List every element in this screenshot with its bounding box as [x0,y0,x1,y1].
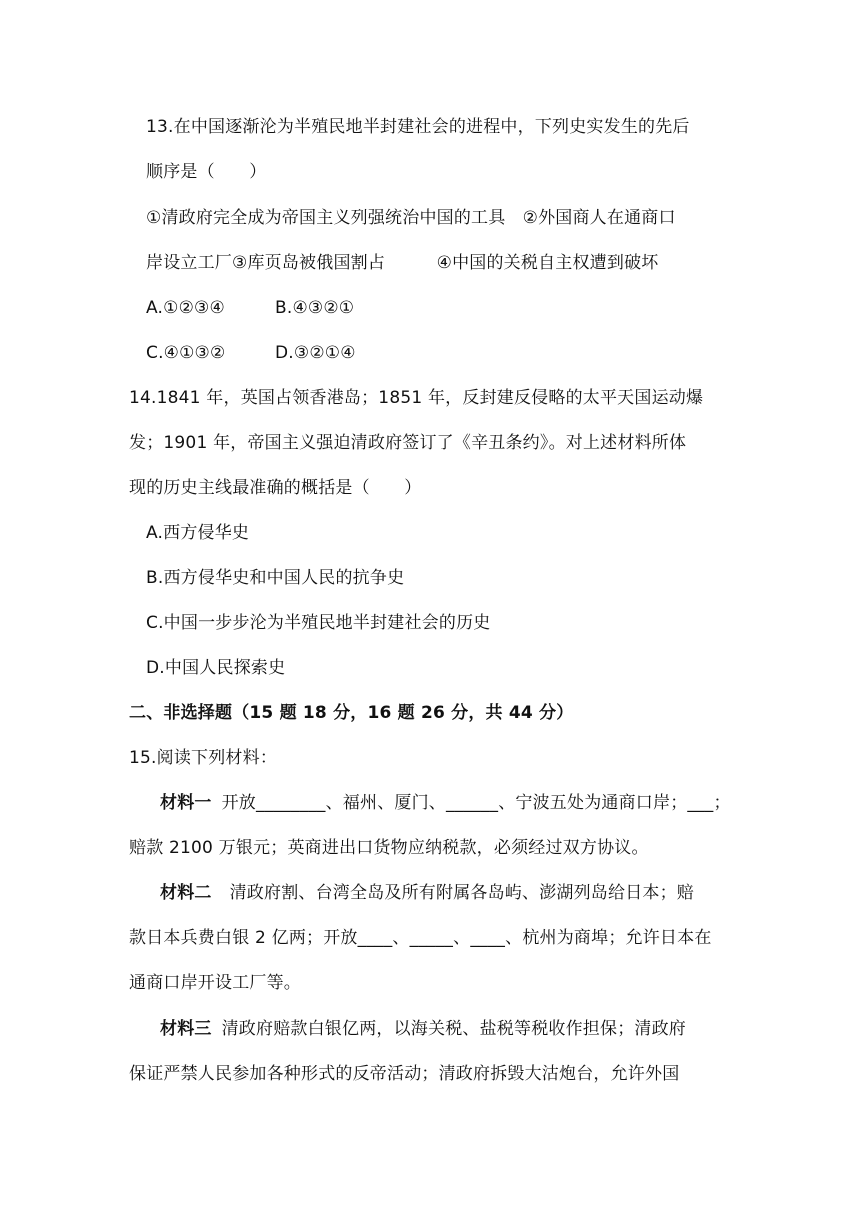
q14-option-b: B.西方侵华史和中国人民的抗争史 [146,568,405,588]
material-three-line-1 [160,1017,686,1041]
material-two-line-3: 通商口岸开设工厂等。 [129,973,301,993]
q13-item-line-1: ①清政府完全成为帝国主义列强统治中国的工具 ②外国商人在通商口 [146,208,676,228]
material-one-line-2: 赔款 2100 万银元；英商进出口货物应纳税款，必须经过双方协议。 [129,838,649,858]
material-one-label: 材料一 [160,793,212,813]
q14-option-a: A.西方侵华史 [146,523,250,543]
q14-option-d: D.中国人民探索史 [146,658,286,678]
q14-stem-line-1: 14.1841 年，英国占领香港岛；1851 年，反封建反侵略的太平天国运动爆 [129,388,704,408]
q13-stem-line-1: 13.在中国逐渐沦为半殖民地半封建社会的进程中，下列史实发生的先后 [146,117,690,137]
q13-item-line-2: 岸设立工厂③库页岛被俄国割占 ④中国的关税自主权遭到破坏 [146,253,659,273]
material-three-label: 材料三 [160,1019,212,1039]
material-two-text: 清政府割、台湾全岛及所有附属各岛屿、澎湖列岛给日本；赔 [229,883,695,903]
q14-option-c: C.中国一步步沦为半殖民地半封建社会的历史 [146,613,491,633]
material-one-text: 开放________、福州、厦门、______、宁波五处为通商口岸；___； [221,793,731,813]
q13-option-c: C.④①③② [146,343,226,363]
q13-option-a: A.①②③④ [146,298,225,318]
q13-option-d: D.③②①④ [275,343,356,363]
material-two-label: 材料二 [160,883,212,903]
material-three-line-2: 保证严禁人民参加各种形式的反帝活动；清政府拆毁大沽炮台，允许外国 [129,1064,680,1084]
q14-stem-line-2: 发；1901 年，帝国主义强迫清政府签订了《辛丑条约》。对上述材料所体 [129,433,687,453]
q13-stem-line-2: 顺序是（ ） [146,162,267,182]
material-two-line-2: 款日本兵费白银 2 亿两；开放____、_____、____、杭州为商埠；允许日本在 [129,928,712,948]
q13-option-b: B.④③②① [275,298,355,318]
q14-stem-line-3: 现的历史主线最准确的概括是（ ） [129,478,422,498]
section-heading: 二、非选择题（15 题 18 分，16 题 26 分，共 44 分） [129,703,574,723]
material-two-line-1 [160,881,694,905]
material-one-line-1 [160,791,731,815]
material-three-text: 清政府赔款白银亿两，以海关税、盐税等税收作担保；清政府 [221,1019,687,1039]
q15-intro: 15.阅读下列材料： [129,748,278,768]
